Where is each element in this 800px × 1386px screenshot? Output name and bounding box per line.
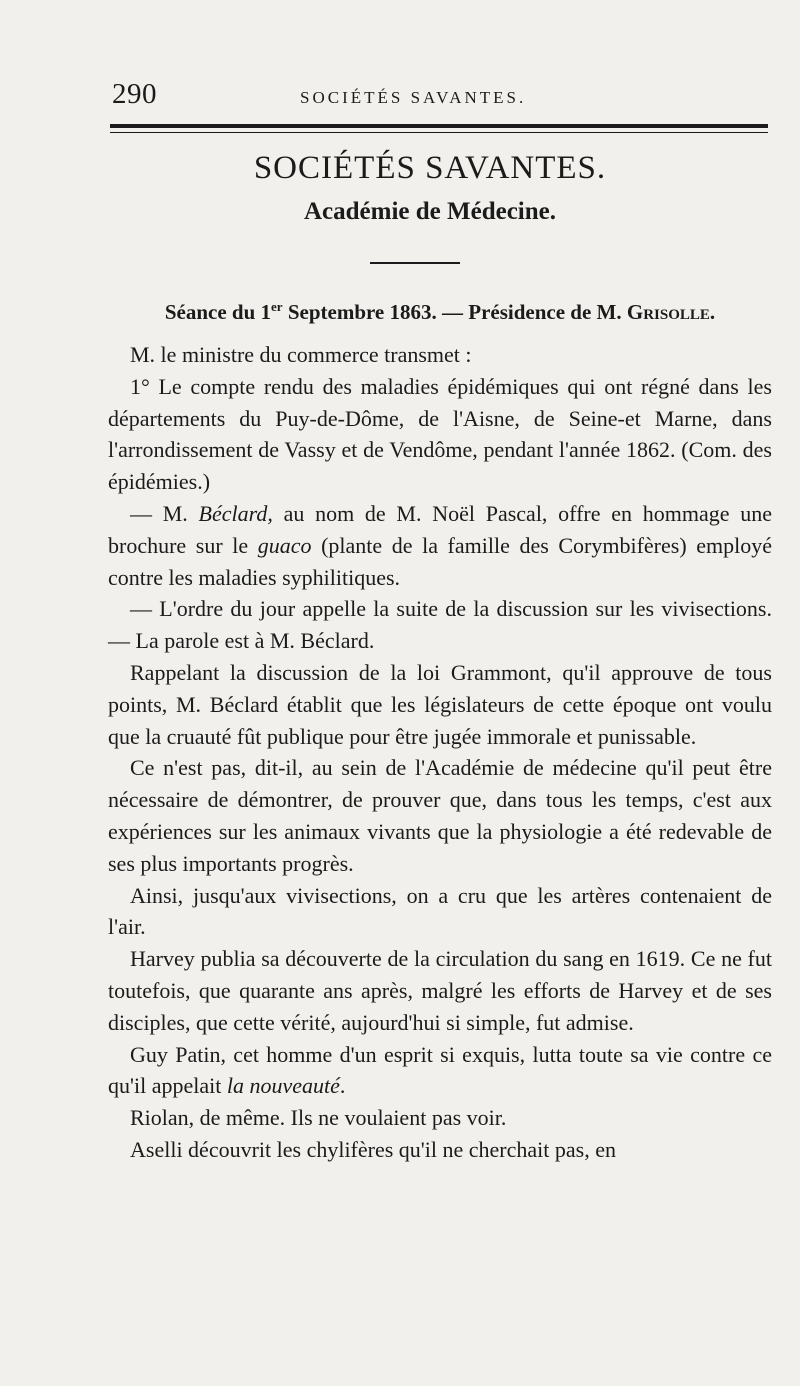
paragraph-3-start: — M. [130, 500, 199, 526]
paragraph-1: M. le ministre du commerce transmet : [130, 342, 472, 367]
section-title: SOCIÉTÉS SAVANTES. [253, 150, 607, 186]
section-divider [370, 262, 460, 264]
page-number: 290 [112, 78, 157, 110]
session-end: . [709, 300, 716, 324]
paragraph-9-end: . [339, 1073, 346, 1099]
paragraph-3 [108, 498, 772, 593]
paragraph-3-end: (plante de la famille des Corymbifères) employé contre les maladies syphilitiques. [108, 532, 772, 590]
paragraph-9 [108, 1039, 772, 1103]
paragraph-11: Aselli découvrit les chylifères qu'il ne cherchait pas, en [130, 1136, 616, 1162]
session-ordinal: er [271, 299, 283, 314]
session-heading [108, 300, 772, 325]
header-rule-thick [110, 124, 768, 128]
session-prefix: Séance du 1 [164, 300, 272, 324]
subsection-title: Académie de Médecine. [303, 198, 556, 225]
paragraph-2: 1° Le compte rendu des maladies épidémiques qui ont régné dans les départements du Puy-de-Dôme, de l'Aisne, de Seine-et Marne, dans l'arrondissement de Vassy et de Vendôme, pendant l'année 1862. (Com. des épidémies.) [108, 373, 772, 495]
paragraph-3-middle: au nom de M. Noël Pascal, offre en hommage une brochure sur le [108, 500, 772, 558]
header-rule-thin [110, 132, 768, 133]
paragraph-4: — L'ordre du jour appelle la suite de la discussion sur les vivisections. — La parole est à M. Béclard. [108, 596, 772, 654]
paragraph-6: Ce n'est pas, dit-il, au sein de l'Académie de médecine qu'il peut être nécessaire de démontrer, de prouver que, dans tous les temps, c'est aux expériences sur les animaux vivants que la physiologie a été redevable de ses plus importants progrès. [108, 755, 772, 876]
author-name-beclard: Béclard, [198, 500, 273, 526]
running-title: SOCIÉTÉS SAVANTES. [300, 88, 527, 107]
emphasis-nouveaute: la nouveauté [226, 1073, 340, 1099]
plant-name-guaco: guaco [257, 532, 312, 558]
paragraph-9-start: Guy Patin, cet homme d'un esprit si exquis, lutta toute sa vie contre ce qu'il appelait [108, 1041, 772, 1099]
paragraph-10: Riolan, de même. Ils ne voulaient pas voir. [130, 1105, 507, 1131]
running-head [112, 78, 766, 114]
paragraph-7: Ainsi, jusqu'aux vivisections, on a cru que les artères contenaient de l'air. [108, 882, 772, 940]
article-body [108, 339, 772, 1166]
paragraph-8: Harvey publia sa découverte de la circulation du sang en 1619. Ce ne fut toutefois, que quarante ans après, malgré les efforts de Harvey et de ses disciples, que cette vérité, aujourd'hui si simple, fut admise. [108, 946, 772, 1035]
session-middle: Septembre 1863. — Présidence de M. [282, 300, 627, 324]
session-president: Grisolle [626, 300, 710, 324]
paragraph-5: Rappelant la discussion de la loi Grammont, qu'il approuve de tous points, M. Béclard établit que les législateurs de cette époque ont voulu que la cruauté fût publique pour être jugée immorale et punissable. [108, 659, 772, 749]
